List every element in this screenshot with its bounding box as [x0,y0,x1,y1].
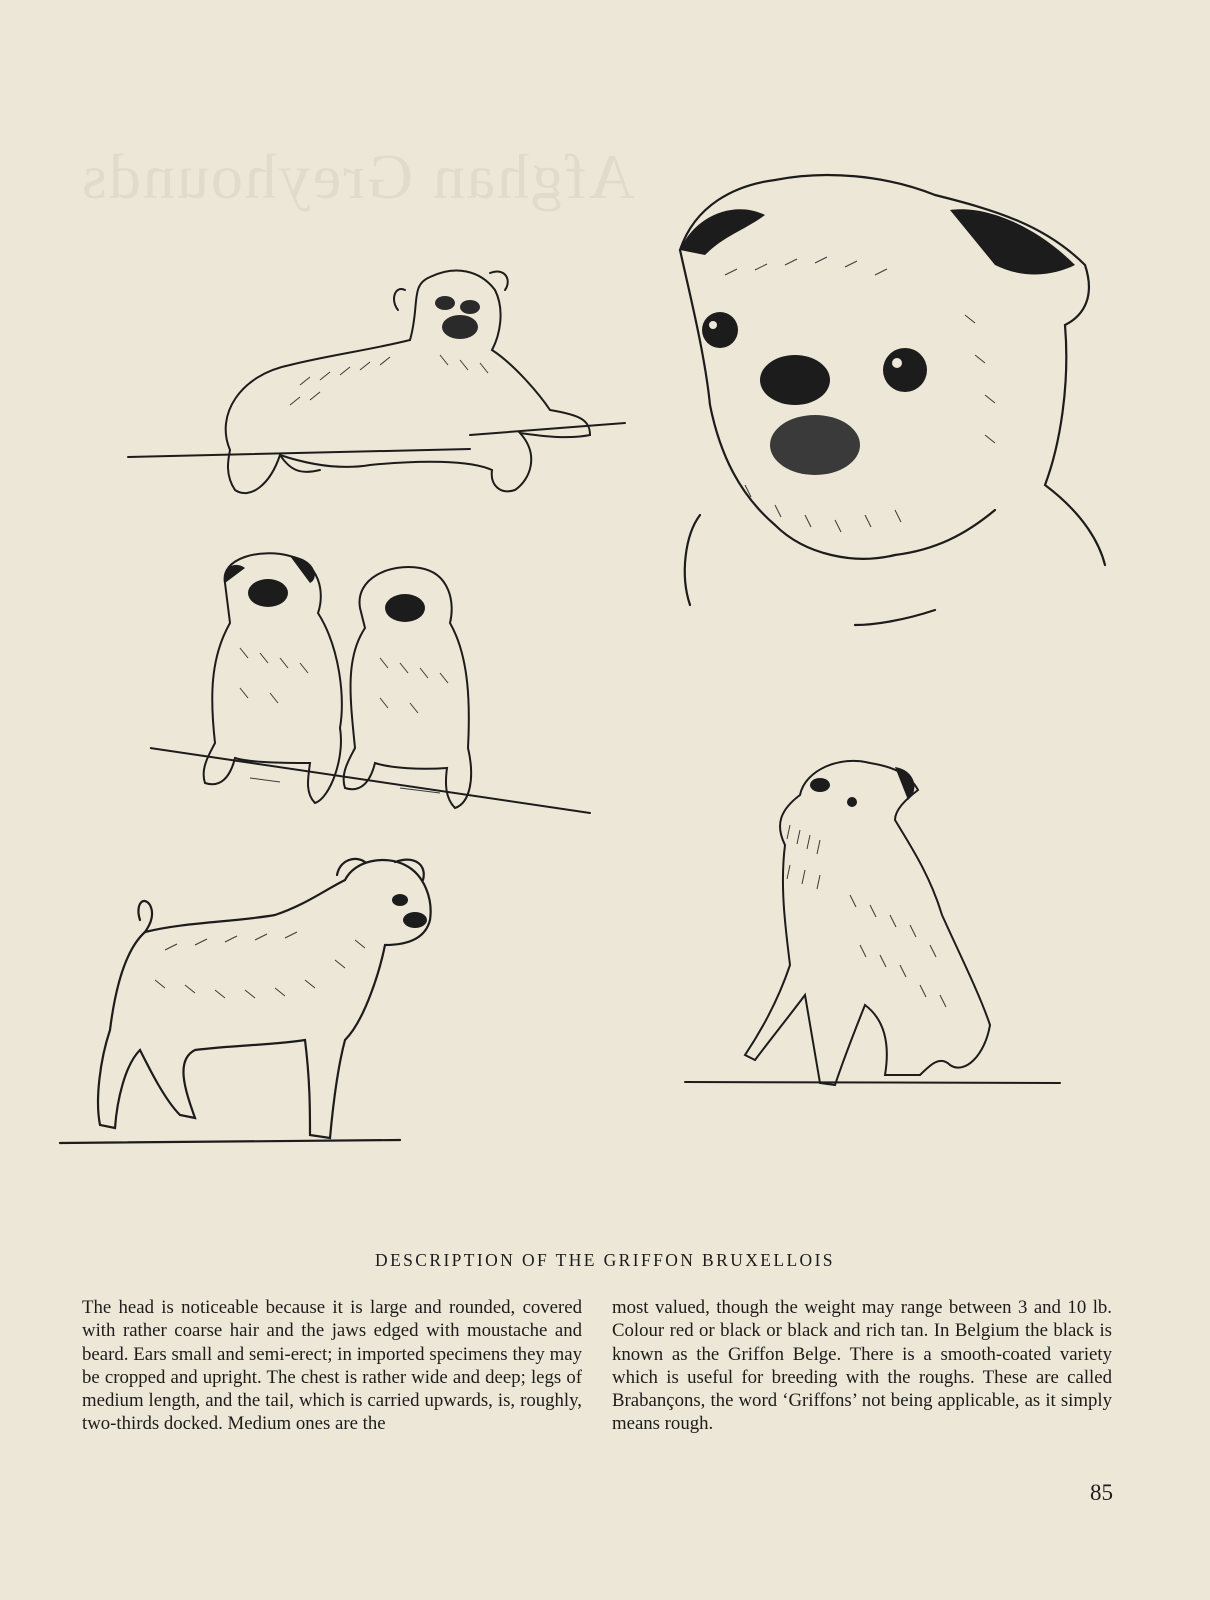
section-caption: DESCRIPTION OF THE GRIFFON BRUXELLOIS [375,1250,835,1270]
show-through-text: Afghan Greyhounds [80,141,635,212]
text-column-right [612,1296,1112,1436]
head-portrait-sketch [665,155,1115,675]
page-number: 85 [1090,1480,1113,1505]
sitting-rough-griffon-sketch [680,755,1080,1125]
text-column-left [82,1296,582,1436]
body-paragraph-right: most valued, though the weight may range between 3 and 10 lb. Colour red or black or black and rich tan. In Belgium the black is known as the Griffon Belge. There is a smooth-coated variety which is useful for breeding with the roughs. These are called Brabançons, the word ‘Griffons’ not being applicable, as it simply means rough. [612,1297,1112,1435]
lying-dog-sketch [120,255,640,515]
two-sitting-dogs-sketch [150,548,610,828]
body-paragraph-left: The head is noticeable because it is large and rounded, covered with rather coarse hair and the jaws edged with moustache and beard. Ears small and semi-erect; in imported specimens they may be cropped and upright. The chest is rather wide and deep; legs of medium length, and the tail, which is carried upwards, is, roughly, two-thirds docked. Medium ones are the [82,1297,582,1435]
standing-dog-sketch [55,850,475,1170]
